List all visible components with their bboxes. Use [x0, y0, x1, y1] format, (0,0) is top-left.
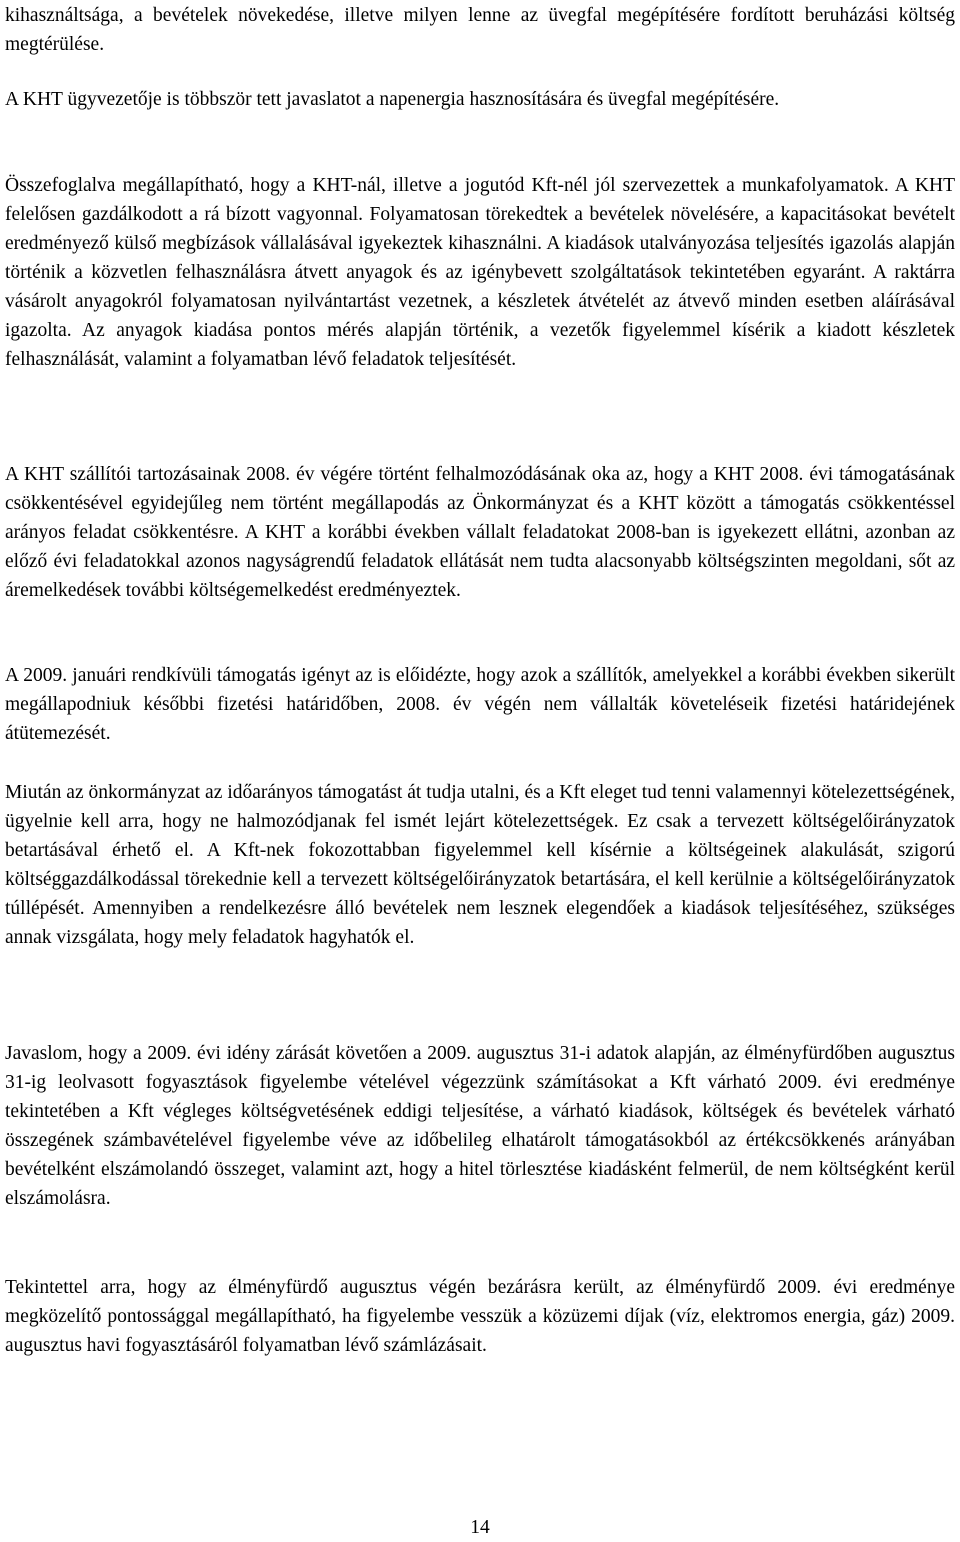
- paragraph-6: Miután az önkormányzat az időarányos támogatást át tudja utalni, és a Kft eleget tud tenni valamennyi kötelezettségének, ügyelnie kell arra, hogy ne halmozódjanak fel ismét lejárt kötelezettségek. Ez csak a tervezett költségelőirányzatok betartásával érhető el. A Kft-nek fokozottabban figyelemmel kell kísérnie a költségeinek alakulását, szigorú költséggazdálkodással törekednie kell a tervezett költségelőirányzatok betartására, el kell kerülnie a költségelőirányzatok túllépését. Amennyiben a rendelkezésre álló bevételek nem lesznek elegendőek a kiadások teljesítéséhez, szükséges annak vizsgálata, hogy mely feladatok hagyhatók el.: [5, 782, 955, 948]
- paragraph-4: A KHT szállítói tartozásainak 2008. év végére történt felhalmozódásának oka az, hogy a KHT 2008. évi támogatásának csökkentésével egyidejűleg nem történt megállapodás az Önkormányzat és a KHT között a támogatás csökkentéssel arányos feladat csökkentésre. A KHT a korábbi években vállalt feladatokat 2008-ban is igyekezett ellátni, azonban az előző évi feladatokkal azonos nagyságrendű feladatok ellátását nem tudta alacsonyabb költségszinten megoldani, sőt az áremelkedések további költségemelkedést eredményeztek.: [5, 464, 955, 601]
- paragraph-7: Javaslom, hogy a 2009. évi idény zárását követően a 2009. augusztus 31-i adatok alapján, az élményfürdőben augusztus 31-ig leolvasott fogyasztások figyelembe vételével végezzünk számításokat a Kft várható 2009. évi eredménye tekintetében a Kft végleges költségvetésének eddigi teljesítése, a várható kiadások, költségek és bevételek várható összegének számbavételével figyelembe véve az időbelileg elhatárolt támogatásokból az értékcsökkenés arányában bevételként elszámolandó összeget, valamint azt, hogy a hitel törlesztése kiadásként felmerül, de nem költségként kerül elszámolásra.: [5, 1043, 955, 1209]
- paragraph-5: A 2009. januári rendkívüli támogatás igényt az is előidézte, hogy azok a szállítók, amelyekkel a korábbi években sikerült megállapodniuk későbbi fizetési határidőben, 2008. év végén nem vállalták követeléseik fizetési határidejének átütemezését.: [5, 665, 955, 744]
- paragraph-8: Tekintettel arra, hogy az élményfürdő augusztus végén bezárásra került, az élményfürdő 2009. évi eredménye megközelítő pontossággal megállapítható, ha figyelembe vesszük a közüzemi díjak (víz, elektromos energia, gáz) 2009. augusztus havi fogyasztásáról folyamatban lévő számlázásait.: [5, 1277, 955, 1356]
- paragraph-3: Összefoglalva megállapítható, hogy a KHT-nál, illetve a jogutód Kft-nél jól szervezettek a munkafolyamatok. A KHT felelősen gazdálkodott a rá bízott vagyonnal. Folyamatosan törekedtek a bevételek növelésére, a kapacitásokat bevételt eredményező külső megbízások vállalásával igyekeztek kihasználni. A kiadások utalványozása teljesítés igazolás alapján történik a közvetlen felhasználásra átvett anyagok és az igénybevett szolgáltatások tekintetében egyaránt. A raktárra vásárolt anyagokról folyamatosan nyilvántartást vezetnek, a készletek átvételét az átvevő minden esetben aláírásával igazolta. Az anyagok kiadása pontos mérés alapján történik, a vezetők figyelemmel kísérik a kiadott készletek felhasználását, valamint a folyamatban lévő feladatok teljesítését.: [5, 175, 955, 370]
- page-number: 14: [470, 1517, 490, 1538]
- paragraph-2: A KHT ügyvezetője is többször tett javaslatot a napenergia hasznosítására és üvegfal megépítésére.: [5, 89, 780, 110]
- paragraph-1: kihasználtsága, a bevételek növekedése, illetve milyen lenne az üvegfal megépítésére fordított beruházási költség megtérülése.: [5, 5, 955, 55]
